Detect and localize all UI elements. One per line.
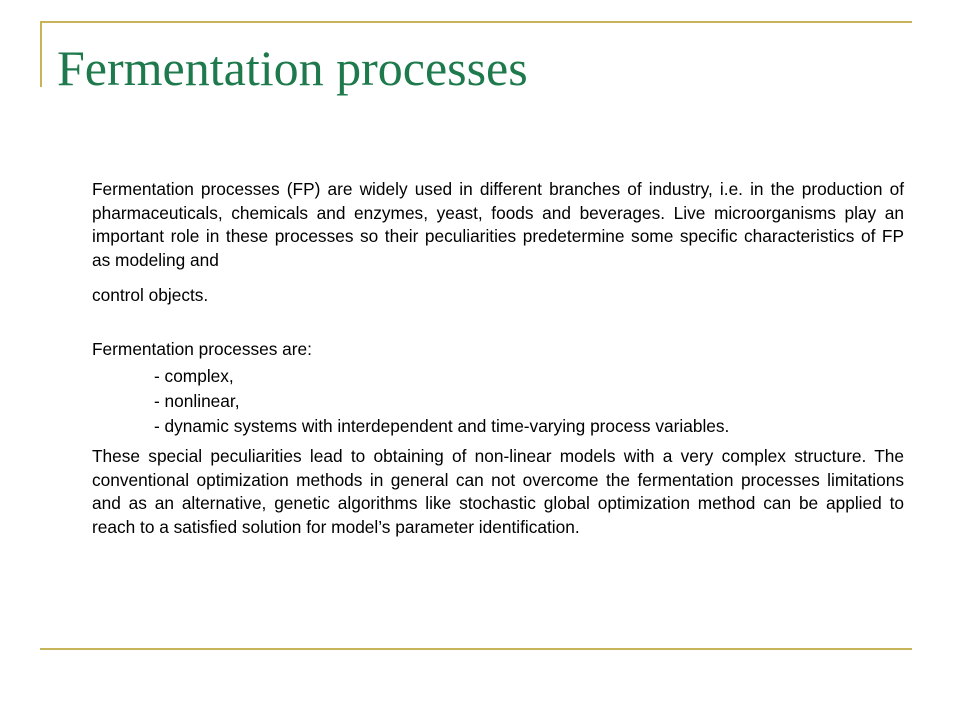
intro-paragraph-last-line: control objects. [92, 285, 209, 305]
slide-body [92, 178, 904, 539]
intro-paragraph-text: Fermentation processes (FP) are widely used in different branches of industry, i.e. in the production of pharmaceuticals, chemicals and enzymes, yeast, foods and beverages. Live microorganisms play an important role in these processes so their peculiarities predetermine some specific characteristics of FP as modeling and [92, 179, 904, 270]
intro-paragraph [92, 178, 904, 308]
slide-title: Fermentation processes [57, 40, 528, 96]
bottom-border-line [40, 648, 912, 650]
left-border-line [40, 21, 42, 87]
list-item-nonlinear: - nonlinear, [154, 391, 240, 411]
list-item-dynamic: - dynamic systems with interdependent and time-varying process variables. [154, 416, 730, 436]
top-border-line [40, 21, 912, 23]
conclusion-paragraph: These special peculiarities lead to obtaining of non-linear models with a very complex structure. The conventional optimization methods in general can not overcome the fermentation processes limitations and as an alternative, genetic algorithms like stochastic global optimization method can be applied to reach to a satisfied solution for model’s parameter identification. [92, 446, 904, 537]
properties-list [92, 364, 904, 439]
list-item-complex: - complex, [154, 366, 234, 386]
properties-lead-in: Fermentation processes are: [92, 338, 312, 359]
